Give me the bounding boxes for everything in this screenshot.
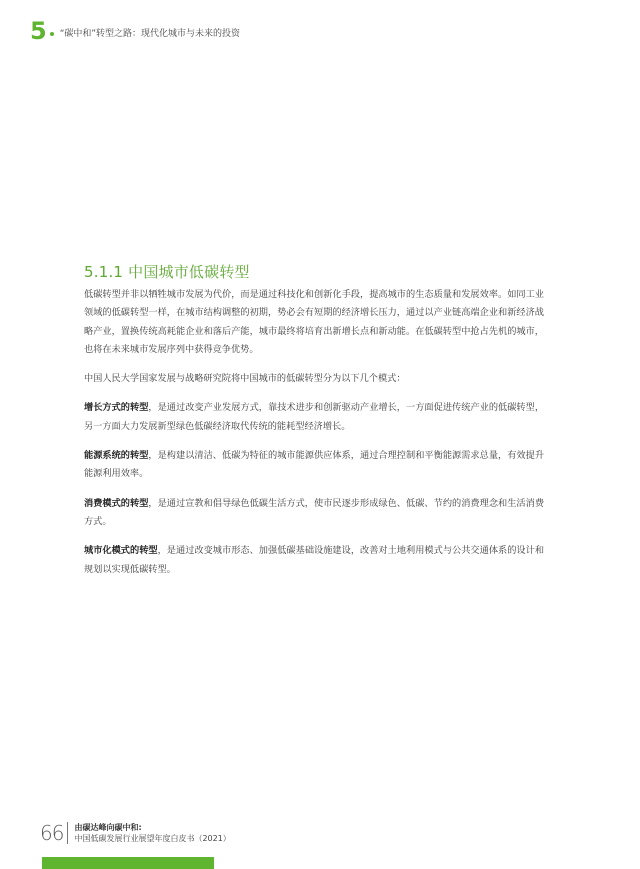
- chapter-title: “碳中和”转型之路：现代化城市与未来的投资: [59, 28, 241, 39]
- mode-energy-title: 能源系统的转型: [84, 450, 149, 462]
- footer-divider: [67, 822, 68, 844]
- body-content: [84, 286, 544, 590]
- footer-text: [74, 822, 230, 844]
- page-footer: [40, 822, 231, 844]
- intro-paragraph: 低碳转型并非以牺牲城市发展为代价，而是通过科技化和创新化手段，提高城市的生态质量和发展效率。如同工业领域的低碳转型一样，在城市结构调整的初期，势必会有短期的经济增长压力，通过以产业链高端企业和新经济战略产业，置换传统高耗能企业和落后产能，城市最终将培育出新增长点和新动能。在低碳转型中抢占先机的城市，也将在未来城市发展序列中获得竞争优势。: [84, 289, 544, 355]
- footer-accent-bar: [42, 857, 214, 869]
- mode-energy-paragraph: [84, 447, 544, 484]
- report-subtitle: 中国低碳发展行业展望年度白皮书（2021）: [74, 834, 231, 843]
- mode-growth-title: 增长方式的转型: [84, 402, 149, 414]
- mode-urbanization-title: 城市化模式的转型: [84, 545, 158, 557]
- mode-urbanization-paragraph: [84, 542, 544, 579]
- chapter-number: 5: [30, 17, 47, 45]
- mode-consumption-title: 消费模式的转型: [84, 497, 149, 509]
- page-number: 66: [40, 821, 64, 845]
- mode-energy-text: ，是构建以清洁、低碳为特征的城市能源供应体系，通过合理控制和平衡能源需求总量，有效提升能源利用效率。: [84, 450, 545, 480]
- modes-intro-paragraph: 中国人民大学国家发展与战略研究院将中国城市的低碳转型分为以下几个模式：: [84, 373, 406, 385]
- page-header: [30, 18, 240, 44]
- report-title: 由碳达峰向碳中和:: [74, 823, 142, 832]
- mode-consumption-text: ，是通过宣教和倡导绿色低碳生活方式，使市民逐步形成绿色、低碳、节约的消费理念和生活消费方式。: [84, 497, 545, 527]
- section-heading: 5.1.1 中国城市低碳转型: [84, 263, 250, 281]
- mode-growth-paragraph: [84, 399, 544, 436]
- chapter-bullet-icon: [50, 32, 54, 36]
- mode-urbanization-text: ，是通过改变城市形态、加强低碳基础设施建设，改善对土地利用模式与公共交通体系的设计和规划以实现低碳转型。: [84, 545, 545, 575]
- mode-consumption-paragraph: [84, 495, 544, 532]
- mode-growth-text: ，是通过改变产业发展方式，靠技术进步和创新驱动产业增长，一方面促进传统产业的低碳转型，另一方面大力发展新型绿色低碳经济取代传统的能耗型经济增长。: [84, 402, 545, 432]
